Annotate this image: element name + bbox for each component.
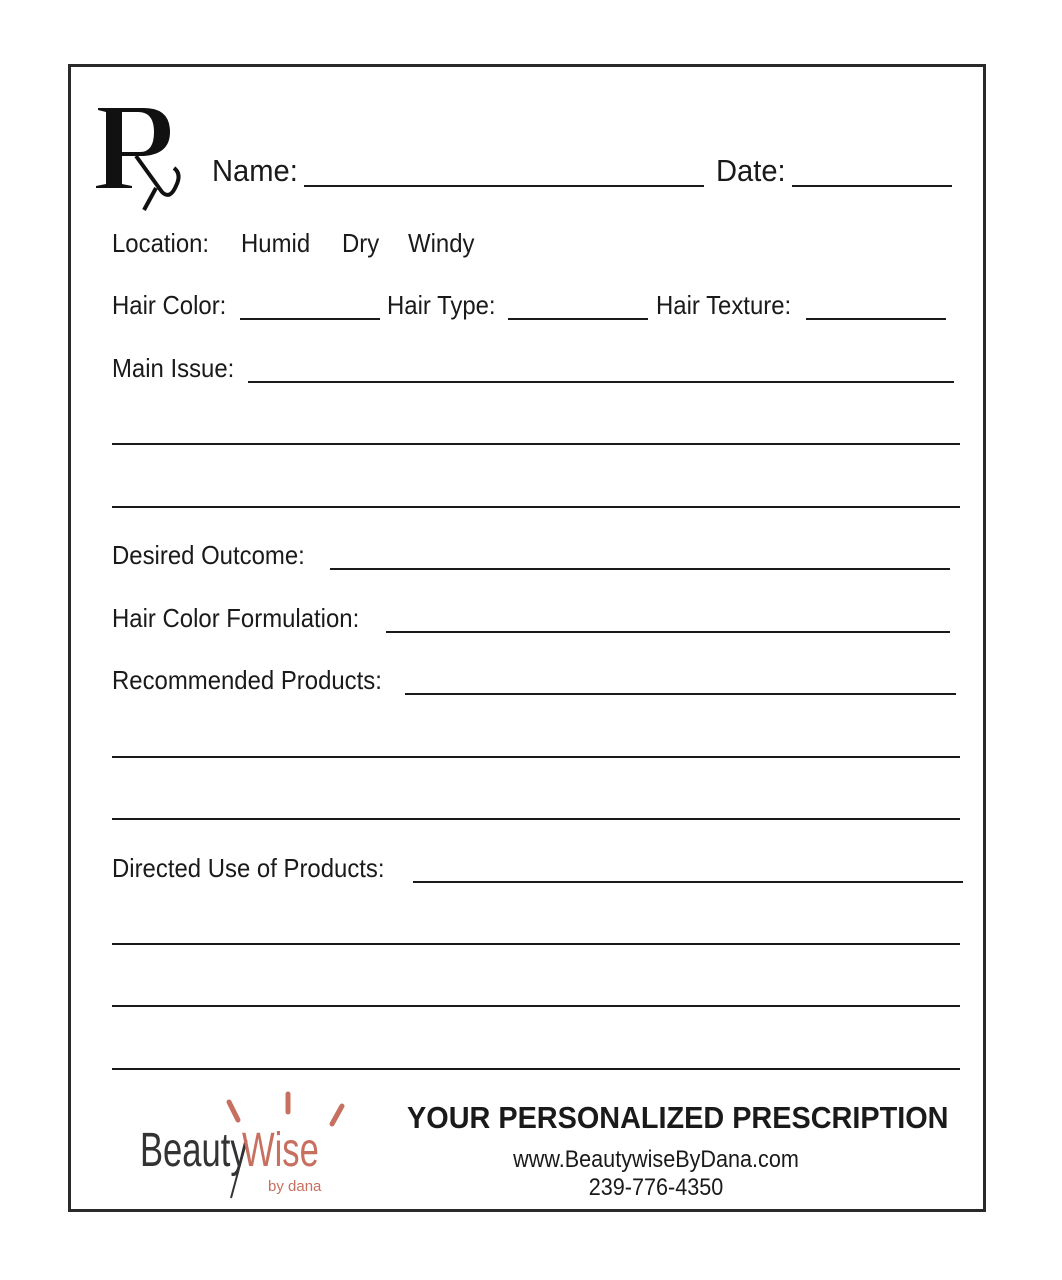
logo-word-wise: Wise	[242, 1124, 319, 1177]
desired-outcome-label: Desired Outcome:	[112, 540, 305, 570]
hair-type-field[interactable]	[508, 318, 648, 320]
location-option-dry[interactable]: Dry	[342, 228, 380, 258]
main-issue-field[interactable]	[248, 381, 954, 383]
date-label: Date:	[716, 153, 786, 188]
directed-use-line-3[interactable]	[112, 1005, 960, 1007]
recommended-products-label: Recommended Products:	[112, 665, 382, 695]
desired-outcome-field[interactable]	[330, 568, 950, 570]
hair-type-label: Hair Type:	[387, 290, 496, 320]
location-option-humid[interactable]: Humid	[241, 228, 311, 258]
hair-color-label: Hair Color:	[112, 290, 227, 320]
hair-color-formulation-label: Hair Color Formulation:	[112, 603, 360, 633]
rx-symbol-icon	[92, 96, 192, 212]
footer-title: YOUR PERSONALIZED PRESCRIPTION	[407, 1100, 949, 1135]
directed-use-field[interactable]	[413, 881, 963, 883]
location-option-windy[interactable]: Windy	[408, 228, 475, 258]
main-issue-line-3[interactable]	[112, 506, 960, 508]
location-label: Location:	[112, 228, 210, 258]
name-label: Name:	[212, 153, 298, 188]
main-issue-line-2[interactable]	[112, 443, 960, 445]
hair-texture-label: Hair Texture:	[656, 290, 792, 320]
directed-use-label: Directed Use of Products:	[112, 853, 385, 883]
recommended-products-line-3[interactable]	[112, 818, 960, 820]
logo-tagline: by dana	[268, 1178, 322, 1195]
beautywise-logo	[136, 1090, 346, 1206]
main-issue-label: Main Issue:	[112, 353, 235, 383]
recommended-products-field[interactable]	[405, 693, 956, 695]
date-field[interactable]	[792, 185, 952, 187]
hair-texture-field[interactable]	[806, 318, 946, 320]
footer-website[interactable]: www.BeautywiseByDana.com	[513, 1146, 799, 1173]
logo-word-beauty: Beauty	[140, 1124, 248, 1177]
hair-color-field[interactable]	[240, 318, 380, 320]
footer-phone: 239-776-4350	[588, 1174, 724, 1201]
directed-use-line-4[interactable]	[112, 1068, 960, 1070]
name-field[interactable]	[304, 185, 704, 187]
directed-use-line-2[interactable]	[112, 943, 960, 945]
recommended-products-line-2[interactable]	[112, 756, 960, 758]
hair-color-formulation-field[interactable]	[386, 631, 950, 633]
